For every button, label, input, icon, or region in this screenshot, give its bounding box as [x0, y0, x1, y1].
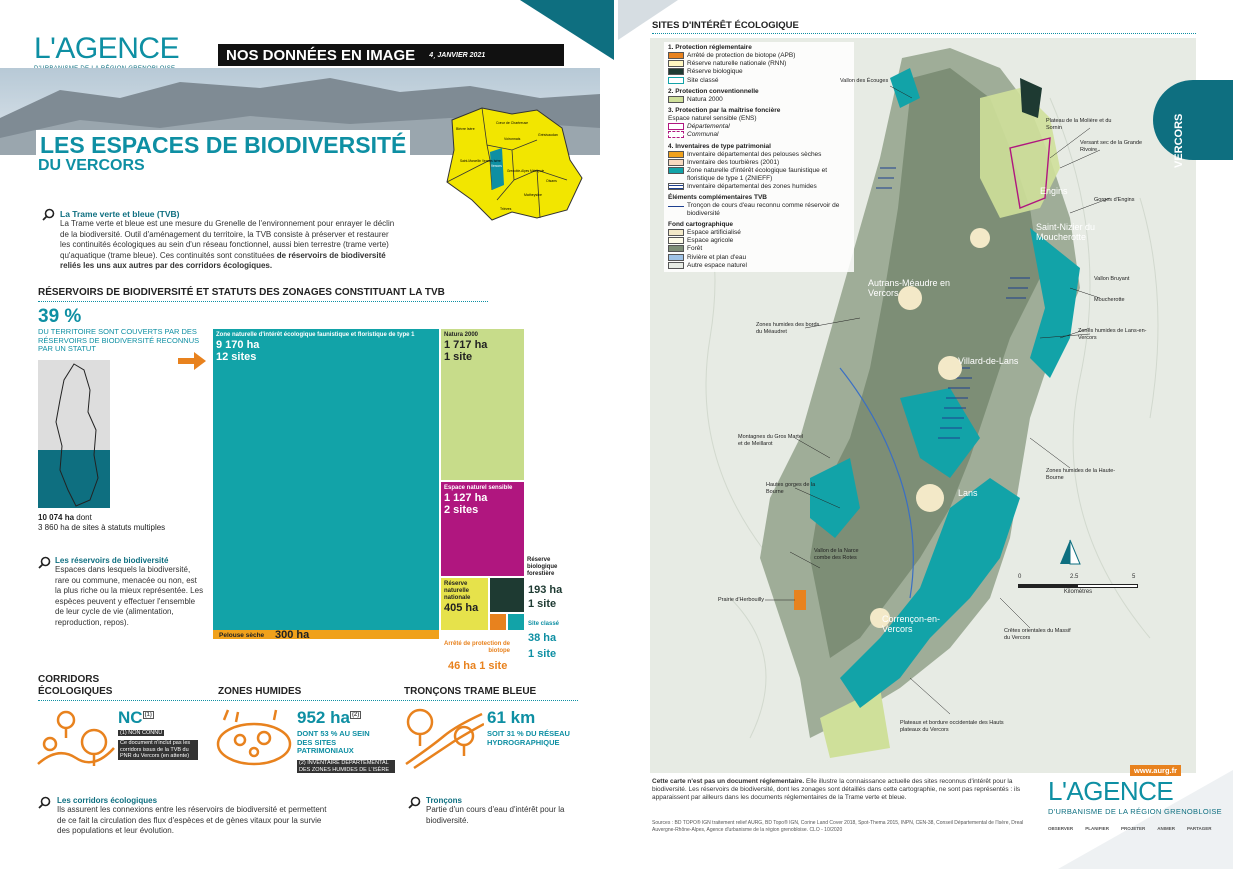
zones-text: DONT 53 % AU SEIN DES SITES PATRIMONIAUX — [297, 729, 370, 755]
place-label: Corrençon-en-Vercors — [882, 614, 941, 634]
map-title: SITES D'INTÉRÊT ÉCOLOGIQUE — [652, 20, 799, 31]
legend-natura: Natura 2000 — [687, 96, 723, 104]
river-icon — [402, 706, 484, 770]
legend-ens-com: Communal — [687, 131, 719, 139]
place-label: Hautes gorges de la Bourne — [766, 482, 816, 495]
classe-label: Site classé — [528, 621, 560, 627]
locator-label: Bièvre Isère — [456, 127, 475, 131]
website-url[interactable]: www.aurg.fr — [1130, 765, 1181, 776]
locator-label: Grenoble-Alpes Métropole — [507, 169, 545, 173]
magnifier-icon — [42, 208, 55, 221]
scale-bar: 0 2.5 5 Kilomètres — [1018, 574, 1138, 595]
header-label: NOS DONNÉES EN IMAGE — [226, 46, 416, 64]
place-label: Plateaux et bordure occidentale des Hauts plateaux du Vercors — [900, 720, 1004, 733]
legend-rnn: Réserve naturelle nationale (RNN) — [687, 60, 787, 68]
left-page — [0, 0, 614, 869]
corridors-note: (1) NON CONNU — [120, 730, 163, 736]
place-label: Zones humides de la Haute-Bourne — [1046, 468, 1116, 481]
legend-classe: Site classé — [687, 76, 719, 84]
place-label: Moucherotte — [1094, 297, 1125, 303]
legend-group-3: 3. Protection par la maîtrise foncière — [668, 107, 781, 115]
place-label: Autrans-Méaudre en Vercors — [868, 278, 951, 298]
corridors-def-text: Ils assurent les connexions entre les réservoirs de biodiversité et permettent de ce fait la circulation des flux d'espèces et de gènes vitaux pour la survie des populations et leur évolution. — [57, 805, 327, 835]
place-label: Vallon de la Narce combe des Rotes — [814, 548, 859, 561]
legend-ens-dep: Départemental — [687, 123, 730, 131]
footer-item: PLANIFIER — [1085, 826, 1109, 831]
place-label: Vallon des Écouges — [840, 78, 889, 84]
locator-label: Voironnais — [504, 137, 521, 141]
legend-pelouses: Inventaire départemental des pelouses sèches — [687, 150, 822, 158]
title-line1: LES ESPACES DE BIODIVERSITÉ — [40, 132, 407, 158]
corridors-value: NC $^{(1)}$ — [118, 708, 152, 727]
map-legend — [664, 42, 854, 272]
locator-label: Grésivaudan — [538, 133, 558, 137]
locator-map — [442, 100, 592, 235]
troncons-def-text: Partie d'un cours d'eau d'intérêt pour la biodiversité. — [426, 805, 565, 825]
troncons-value: 61 km — [487, 708, 536, 727]
place-label: Vallon Bruyant — [1094, 276, 1130, 282]
map-note: Cette carte n'est pas un document réglementaire. Elle illustre la connaissance actuelle des sites reconnus d'intérêt pour la biodiversité. Les réservoirs de biodiversité, dont les zonages sont détaillés dans cette cartographie, ne sont pas représentés : ils apparaissent par ailleurs dans les documents réglementaires de la Trame verte et bleue. — [652, 778, 1021, 801]
legend-zones-humides: Inventaire départemental des zones humides — [687, 182, 817, 190]
treemap-rnn: Réserve naturelle nationale 405 ha — [441, 578, 488, 630]
corridors-note-text: Ce document n'inclut pas les corridors issus de la TVB du PNR du Vercors (en attente) — [118, 740, 198, 760]
legend-znieff: Zone naturelle d'intérêt écologique faunistique et floristique de type 1 (ZNIEFF) — [687, 166, 828, 182]
place-label: Zones humides des bords du Méaudret — [756, 322, 820, 335]
apb-sites: 1 site — [479, 660, 508, 672]
legend-tourbieres: Inventaire des tourbières (2001) — [687, 158, 780, 166]
place-label: Saint-Nizier du Moucherotte — [1036, 222, 1096, 242]
place-label: Prairie d'Herbouilly — [718, 597, 764, 603]
legend-artificial: Espace artificialisé — [687, 229, 741, 237]
footer-item: ANIMER — [1157, 826, 1175, 831]
agence-logo-footer: L'AGENCE D'URBANISME DE LA RÉGION GRENOBLOISE — [1048, 776, 1222, 816]
treemap-znieff: Zone naturelle d'intérêt écologique faunistique et floristique de type 1 9 170 ha 12 sites — [213, 329, 439, 630]
legend-group-2: 2. Protection conventionnelle — [668, 87, 759, 95]
north-arrow-icon — [1056, 538, 1086, 568]
place-label: Lans — [958, 488, 978, 498]
treemap-rbf — [490, 578, 524, 612]
zones-value: 952 ha $^{(2)}$ — [297, 708, 360, 727]
pelouse-ha: 300 ha — [275, 629, 310, 641]
legend-group-6: Fond cartographique — [668, 220, 733, 228]
zones-note: (2) INVENTAIRE DÉPARTEMENTAL DES ZONES HUMIDES DE L'ISÈRE — [297, 760, 395, 773]
troncons-title: TRONÇONS TRAME BLEUE — [404, 686, 537, 697]
reservoirs-text: Espaces dans lesquels la biodiversité, rare ou commune, menacée ou non, est la plus riche ou la mieux représentée. Les espèces peuvent y effectuer l'ensemble de leur cycle de vie (alimentation, reproduction, repos). — [55, 565, 204, 627]
footer-item: OBSERVER — [1048, 826, 1074, 831]
corridors-def-title: Les corridors écologiques — [57, 796, 158, 805]
locator-label: Trièves — [500, 207, 512, 211]
arrow-right-icon — [178, 352, 206, 370]
legend-troncon: Tronçon de cours d'eau reconnu comme réservoir de biodiversité — [687, 201, 840, 217]
reservoirs-title: Les réservoirs de biodiversité — [55, 556, 169, 565]
territory-silhouette — [38, 360, 110, 508]
treemap-ens: Espace naturel sensible 1 127 ha 2 sites — [441, 482, 524, 576]
legend-autre: Autre espace naturel — [687, 262, 747, 270]
rbf-label: Réserve biologique forestière — [527, 557, 558, 577]
map-sources: Sources : BD TOPO® IGN traitement relief AURG, BD Topo® IGN, Corine Land Cover 2018, Spot-Thema 2015, INPN, CEN-38, Conseil Départemental de l'Isère, Dreal Auvergne-Rhône-Alpes, Agence d'urbanisme de la région grenobloise. CLO - 10/2020 — [652, 820, 1024, 833]
magnifier-icon — [38, 796, 51, 809]
place-label: Versant sec de la Grande Rivoire — [1080, 140, 1143, 153]
footer-item: PARTAGER — [1186, 826, 1212, 831]
wetland-icon — [214, 708, 294, 770]
legend-rb: Réserve biologique — [687, 68, 743, 76]
magnifier-icon — [38, 556, 51, 569]
legend-group-4: 4. Inventaires de type patrimonial — [668, 142, 771, 150]
pct-text: DU TERRITOIRE SONT COUVERTS PAR DES RÉSERVOIRS DE BIODIVERSITÉ RECONNUS PAR UN STATUT — [38, 327, 200, 353]
footer-item: PROJETER — [1120, 826, 1146, 831]
classe-ha: 38 ha — [528, 632, 557, 644]
locator-label: Vercors — [491, 164, 502, 168]
rbf-ha: 193 ha — [528, 584, 563, 596]
treemap-apb — [490, 614, 506, 630]
footer-nav — [1048, 826, 1212, 831]
magnifier-icon — [408, 796, 421, 809]
place-label: Montagnes du Gros Martel et de Meillarot — [738, 434, 804, 447]
tvb-title: La Trame verte et bleue (TVB) — [60, 209, 180, 219]
agence-logo — [34, 32, 179, 72]
tvb-text-bold: de réservoirs de biodiversité reliés les uns aux autres par des corridors écologiques. — [60, 250, 386, 270]
right-page — [618, 0, 1233, 869]
legend-group-5: Éléments complémentaires TVB — [668, 193, 767, 201]
apb-ha: 46 ha — [448, 660, 477, 672]
logo-name: L'AGENCE — [34, 32, 180, 65]
legend-group-1: 1. Protection réglementaire — [668, 44, 752, 51]
zones-title: ZONES HUMIDES — [218, 686, 302, 697]
pct-value: 39 % — [38, 306, 82, 327]
locator-label: Oisans — [546, 179, 557, 183]
legend-apb: Arrêté de protection de biotope (APB) — [687, 52, 796, 60]
pelouse-label: Pelouse sèche — [219, 632, 265, 639]
vercors-tab-label: VERCORS — [1173, 113, 1185, 168]
legend-ens: Espace naturel sensible (ENS) — [668, 115, 757, 123]
header-bar — [218, 44, 564, 66]
place-label: Zones humides de Lans-en-Vercors — [1078, 328, 1147, 341]
area-multi: 3 860 ha de sites à statuts multiples — [38, 523, 166, 532]
header-date: 4¸ JANVIER 2021 — [429, 51, 486, 59]
place-label: Gorges d'Engins — [1094, 197, 1135, 203]
rbf-sites: 1 site — [528, 598, 557, 610]
corridors-title: CORRIDORS ÉCOLOGIQUES — [38, 674, 113, 697]
place-label: Engins — [1040, 186, 1068, 196]
legend-foret: Forêt — [687, 245, 703, 253]
tvb-text: La Trame verte et bleue est une mesure du Grenelle de l'environnement pour enrayer le déclin de la biodiversité. Outil d'aménagement du territoire, la TVB consiste à préserver et restaurer les continuités écologiques au sein d'un réseau fonctionnel, aussi bien terrestre (trame verte) qu'aquatique (trame bleue). Ces continuités sont constituées — [60, 219, 395, 260]
forest-corridor-icon — [36, 708, 116, 768]
locator-label: Saint-Marcellin Vercors Isère — [460, 159, 501, 163]
area-value: 10 074 ha — [38, 513, 75, 522]
treemap-classe — [508, 614, 524, 630]
classe-sites: 1 site — [528, 648, 557, 660]
legend-agricole: Espace agricole — [687, 237, 734, 245]
section-title: RÉSERVOIRS DE BIODIVERSITÉ ET STATUTS DES ZONAGES CONSTITUANT LA TVB — [38, 287, 445, 298]
area-suffix: dont — [76, 513, 92, 522]
place-label: Villard-de-Lans — [958, 356, 1019, 366]
troncons-def-title: Tronçons — [426, 796, 463, 805]
treemap-natura: Natura 2000 1 717 ha 1 site — [441, 329, 524, 480]
legend-riviere: Rivière et plan d'eau — [687, 253, 747, 261]
apb-label: Arrêté de protection de biotope — [443, 641, 510, 654]
place-label: Crêtes orientales du Massif du Vercors — [1004, 628, 1071, 641]
locator-label: Cœur de Chartreuse — [496, 121, 529, 125]
title-line2: DU VERCORS — [38, 157, 145, 174]
troncons-text: SOIT 31 % DU RÉSEAU HYDROGRAPHIQUE — [487, 729, 570, 747]
place-label: Plateau de la Molière et du Sornin — [1046, 118, 1112, 131]
locator-label: Matheysine — [524, 193, 542, 197]
